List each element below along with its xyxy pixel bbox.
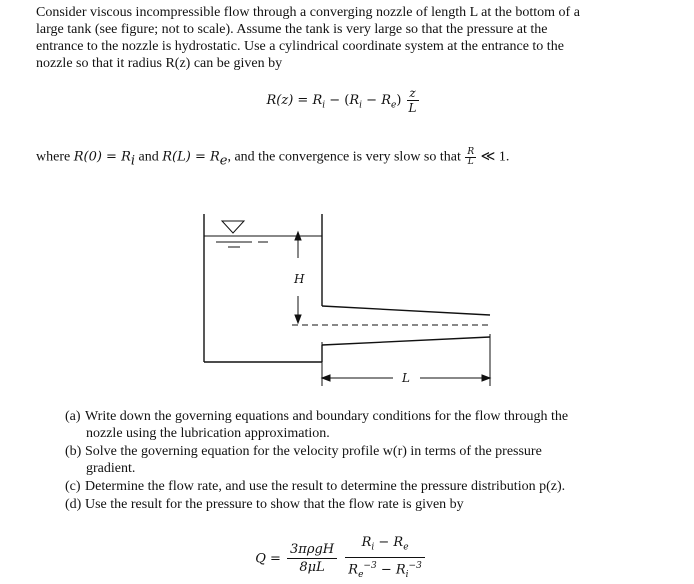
eq-radius-re: − R	[362, 93, 391, 108]
eq-radius-frac-den: L	[408, 101, 417, 115]
question-b-label: (b)	[65, 444, 82, 459]
nozzle-lower-wall	[322, 337, 490, 345]
question-d	[65, 496, 665, 513]
where-rL-sub: e	[219, 153, 228, 169]
eq-radius-ri-sub: i	[322, 100, 326, 111]
eq-radius-ri2: R	[349, 93, 360, 108]
intro-line-4: nozzle so that it radius R(z) can be given by	[36, 56, 283, 71]
eq-radius-close: )	[396, 93, 402, 108]
where-pre: where	[36, 149, 74, 165]
where-rL: R(L) = R	[162, 149, 220, 165]
eq-flow-f2-den-b-sub: i	[405, 569, 409, 580]
question-a	[65, 408, 665, 442]
eq-flow-f2-num-b: − R	[374, 535, 404, 550]
eq-flow-fraction-1	[287, 541, 337, 576]
label-H: H	[294, 272, 305, 286]
eq-flow-f2-den	[345, 558, 425, 584]
where-frac-num: R	[467, 147, 475, 157]
question-b	[65, 443, 665, 477]
eq-flow-f1-den: 8μL	[299, 560, 325, 576]
intro-line-3: entrance to the nozzle is hydrostatic. Use a cylindrical coordinate system at the entrance to the	[36, 39, 564, 54]
question-c-label: (c)	[65, 479, 81, 494]
eq-flow-lhs: Q =	[255, 551, 286, 567]
question-b-line1: Solve the governing equation for the velocity profile w(r) in terms of the pressure	[85, 444, 542, 459]
where-post: ≪ 1.	[477, 149, 510, 165]
question-c	[65, 478, 665, 495]
where-r0: R(0) = R	[73, 149, 131, 165]
eq-flow-f2-den-b: − R	[376, 561, 406, 577]
question-a-label: (a)	[65, 409, 81, 424]
eq-flow-f2-num-a: R	[361, 535, 372, 550]
where-frac-den: L	[467, 157, 474, 167]
intro-line-1: Consider viscous incompressible flow through a converging nozzle of length L at the bottom of a	[36, 5, 580, 20]
intro-line-2: large tank (see figure; not to scale). Assume the tank is very large so that the pressure at the	[36, 22, 548, 37]
eq-radius-ri: R	[312, 93, 323, 108]
eq-flow-f2-num	[345, 534, 425, 558]
eq-radius-re-sub: e	[391, 100, 397, 111]
eq-radius-minus: − (	[325, 93, 350, 108]
eq-flow-f2-den-a-sub: e	[358, 569, 364, 580]
where-mid: , and the convergence is very slow so that	[227, 149, 465, 165]
eq-radius-frac-num: z	[407, 86, 419, 101]
eq-radius-lhs: R(z) =	[266, 93, 313, 108]
question-d-label: (d)	[65, 497, 82, 512]
eq-flow-fraction-2	[345, 534, 425, 584]
eq-flow-f1-num: 3πρgH	[287, 541, 337, 559]
eq-flow-f2-den-a: R	[348, 561, 359, 577]
question-d-line1: Use the result for the pressure to show that the flow rate is given by	[85, 497, 464, 512]
question-list	[65, 408, 665, 514]
question-a-line1: Write down the governing equations and boundary conditions for the flow through the	[85, 409, 569, 424]
eq-radius-ri2-sub: i	[359, 100, 363, 111]
where-and: and	[135, 149, 163, 165]
flow-rate-equation	[0, 534, 694, 584]
l-arrow-right-head	[482, 375, 490, 381]
h-arrow-down-head	[295, 315, 301, 323]
eq-flow-f2-num-b-sub: e	[403, 542, 409, 553]
question-b-line2: gradient.	[86, 461, 136, 476]
eq-flow-f2-den-b-sup: −3	[408, 560, 422, 571]
l-arrow-left-head	[322, 375, 330, 381]
question-a-line2: nozzle using the lubrication approximation.	[86, 426, 330, 441]
nozzle-upper-wall	[322, 306, 490, 315]
free-surface-triangle-icon	[222, 221, 244, 233]
label-L: L	[402, 371, 410, 385]
question-c-line1: Determine the flow rate, and use the result to determine the pressure distribution p(z).	[85, 479, 566, 494]
eq-flow-f2-den-a-sup: −3	[363, 560, 377, 571]
eq-flow-f2-num-a-sub: i	[371, 542, 375, 553]
where-r0-sub: i	[130, 153, 136, 169]
